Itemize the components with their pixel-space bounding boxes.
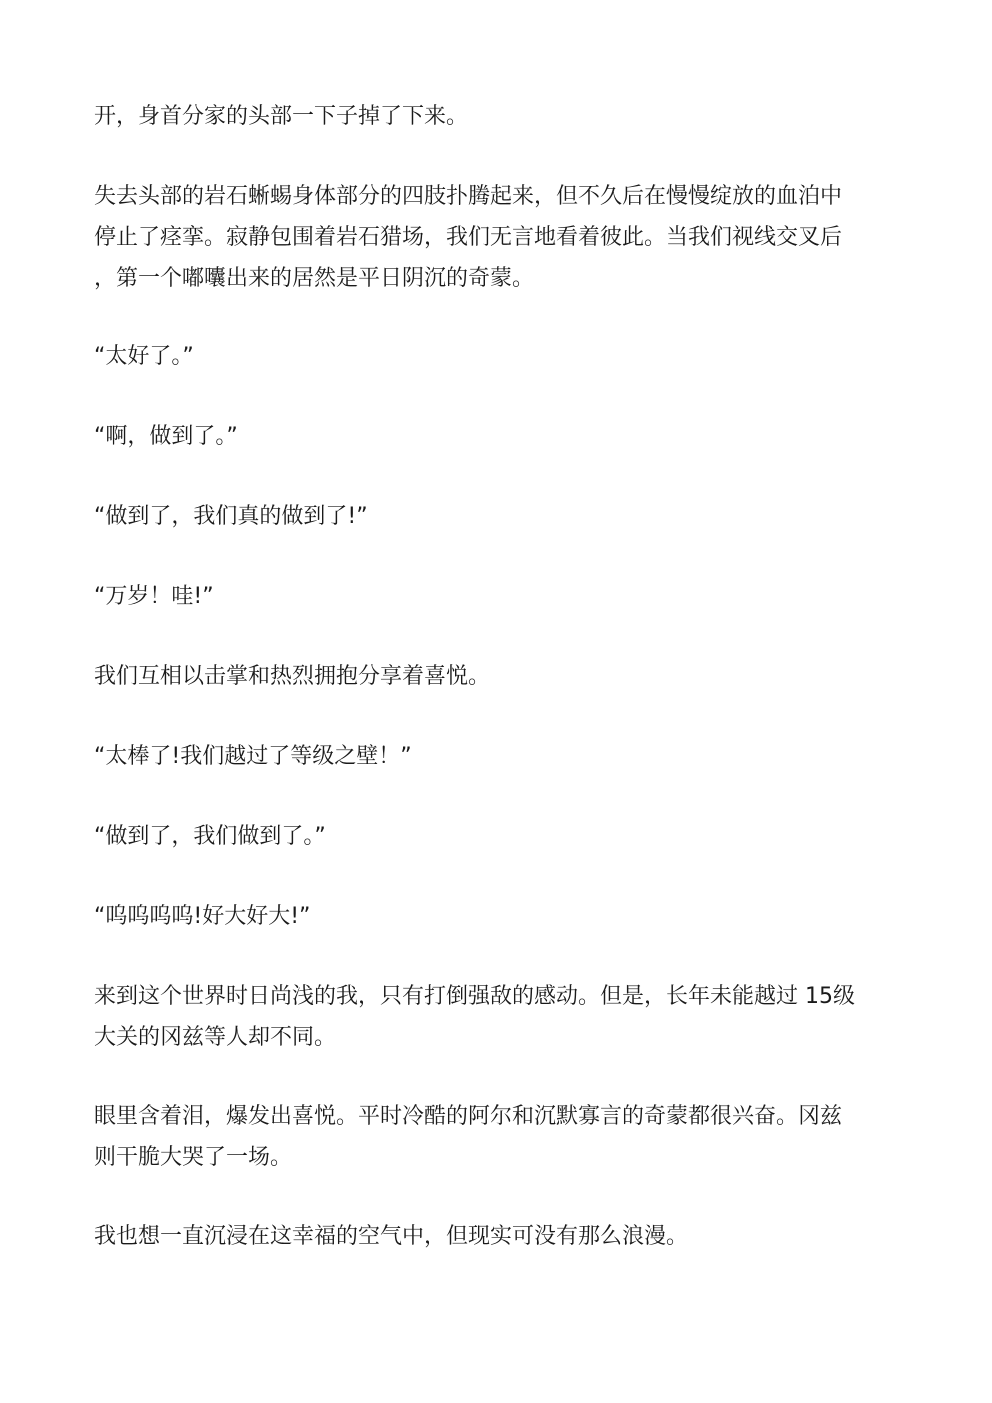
paragraph-4 bbox=[94, 976, 894, 1058]
text-line: 眼里含着泪，爆发出喜悦。平时冷酷的阿尔和沉默寡言的奇蒙都很兴奋。冈兹 bbox=[94, 1104, 843, 1129]
text-line: 则干脆大哭了一场。 bbox=[94, 1145, 293, 1170]
dialogue-5 bbox=[94, 736, 894, 777]
dialogue-4 bbox=[94, 576, 894, 617]
paragraph-2 bbox=[94, 176, 894, 299]
paragraph-5 bbox=[94, 1096, 894, 1178]
text-line: “太棒了!我们越过了等级之壁！” bbox=[94, 744, 412, 769]
text-line: “万岁！哇!” bbox=[94, 584, 214, 609]
text-line: ，第一个嘟囔出来的居然是平日阴沉的奇蒙。 bbox=[94, 266, 535, 291]
text-line: 失去头部的岩石蜥蜴身体部分的四肢扑腾起来，但不久后在慢慢绽放的血泊中 bbox=[94, 184, 843, 209]
text-line: 我也想一直沉浸在这幸福的空气中，但现实可没有那么浪漫。 bbox=[94, 1224, 689, 1249]
text-line: 我们互相以击掌和热烈拥抱分享着喜悦。 bbox=[94, 664, 491, 689]
paragraph-6 bbox=[94, 1216, 894, 1257]
dialogue-2 bbox=[94, 416, 894, 457]
text-line: “太好了。” bbox=[94, 344, 194, 369]
dialogue-1 bbox=[94, 336, 894, 377]
paragraph-1 bbox=[94, 96, 894, 137]
text-line: 大关的冈兹等人却不同。 bbox=[94, 1025, 337, 1050]
dialogue-3 bbox=[94, 496, 894, 537]
text-line: “呜呜呜呜!好大好大!” bbox=[94, 904, 311, 929]
text-line: “做到了，我们真的做到了!” bbox=[94, 504, 368, 529]
text-line: “做到了，我们做到了。” bbox=[94, 824, 326, 849]
dialogue-6 bbox=[94, 816, 894, 857]
text-line: 开，身首分家的头部一下子掉了下来。 bbox=[94, 104, 469, 129]
text-line: 停止了痉挛。寂静包围着岩石猎场，我们无言地看着彼此。当我们视线交叉后 bbox=[94, 225, 843, 250]
text-line: 来到这个世界时日尚浅的我，只有打倒强敌的感动。但是，长年未能越过 15级 bbox=[94, 984, 855, 1009]
text-line: “啊，做到了。” bbox=[94, 424, 238, 449]
paragraph-3 bbox=[94, 656, 894, 697]
dialogue-7 bbox=[94, 896, 894, 937]
